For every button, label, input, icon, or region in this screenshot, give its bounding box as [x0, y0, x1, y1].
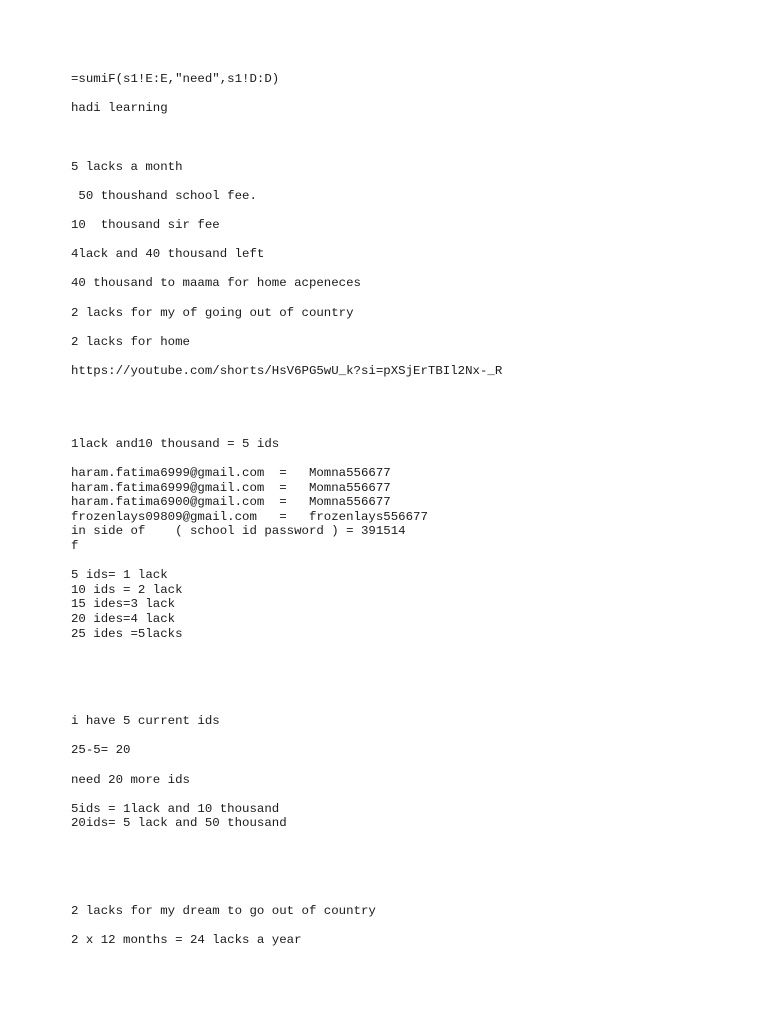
document-line: 15 ides=3 lack — [71, 597, 176, 612]
document-line: 10 thousand sir fee — [71, 217, 220, 232]
blank-line — [71, 349, 751, 364]
document-line: 2 x 12 months = 24 lacks a year — [71, 933, 302, 948]
blank-line — [71, 860, 751, 875]
blank-line — [71, 408, 751, 423]
document-line: need 20 more ids — [71, 772, 190, 787]
document-line: haram.fatima6999@gmail.com = Momna556677 — [71, 466, 391, 481]
blank-line — [71, 116, 751, 131]
blank-line — [71, 641, 751, 656]
document-line: 4lack and 40 thousand left — [71, 247, 265, 262]
document-body — [71, 72, 751, 948]
document-line: 2 lacks for my of going out of country — [71, 305, 354, 320]
blank-line — [71, 233, 751, 248]
blank-line — [71, 378, 751, 393]
document-line: 1lack and10 thousand = 5 ids — [71, 436, 280, 451]
blank-line — [71, 262, 751, 277]
blank-line — [71, 758, 751, 773]
document-line: 10 ids = 2 lack — [71, 582, 183, 597]
blank-line — [71, 700, 751, 715]
blank-line — [71, 87, 751, 102]
blank-line — [71, 422, 751, 437]
document-line: hadi learning — [71, 101, 168, 116]
document-line: https://youtube.com/shorts/HsV6PG5wU_k?si=pXSjErTBIl2Nx-_R — [71, 363, 503, 378]
blank-line — [71, 393, 751, 408]
blank-line — [71, 203, 751, 218]
blank-line — [71, 787, 751, 802]
blank-line — [71, 889, 751, 904]
blank-line — [71, 656, 751, 671]
document-line: 25-5= 20 — [71, 743, 131, 758]
blank-line — [71, 845, 751, 860]
blank-line — [71, 320, 751, 335]
document-line: f — [71, 539, 79, 553]
document-line: 20ids= 5 lack and 50 thousand — [71, 816, 287, 831]
document-line: 5 ids= 1 lack — [71, 568, 168, 583]
blank-line — [71, 875, 751, 890]
document-line: 5 lacks a month — [71, 159, 183, 174]
document-line: 25 ides =5lacks — [71, 626, 183, 641]
blank-line — [71, 174, 751, 189]
document-line: 50 thoushand school fee. — [71, 188, 257, 203]
blank-line — [71, 451, 751, 466]
document-line: frozenlays09809@gmail.com = frozenlays556677 — [71, 509, 428, 524]
blank-line — [71, 729, 751, 744]
blank-line — [71, 685, 751, 700]
document-line: in side of ( school id password ) = 391514 — [71, 524, 406, 539]
blank-line — [71, 670, 751, 685]
blank-line — [71, 831, 751, 846]
blank-line — [71, 130, 751, 145]
blank-line — [71, 291, 751, 306]
document-line: 40 thousand to maama for home acpeneces — [71, 276, 361, 291]
document-line: 2 lacks for home — [71, 334, 190, 349]
document-line: haram.fatima6999@gmail.com = Momna556677 — [71, 480, 391, 495]
document-line: haram.fatima6900@gmail.com = Momna556677 — [71, 495, 391, 510]
blank-line — [71, 918, 751, 933]
blank-line — [71, 554, 751, 569]
document-line: i have 5 current ids — [71, 714, 220, 729]
blank-line — [71, 145, 751, 160]
document-line: 20 ides=4 lack — [71, 611, 176, 626]
document-line: 2 lacks for my dream to go out of country — [71, 903, 376, 918]
document-line: 5ids = 1lack and 10 thousand — [71, 801, 280, 816]
document-line: =sumiF(s1!E:E,"need",s1!D:D) — [71, 72, 280, 86]
